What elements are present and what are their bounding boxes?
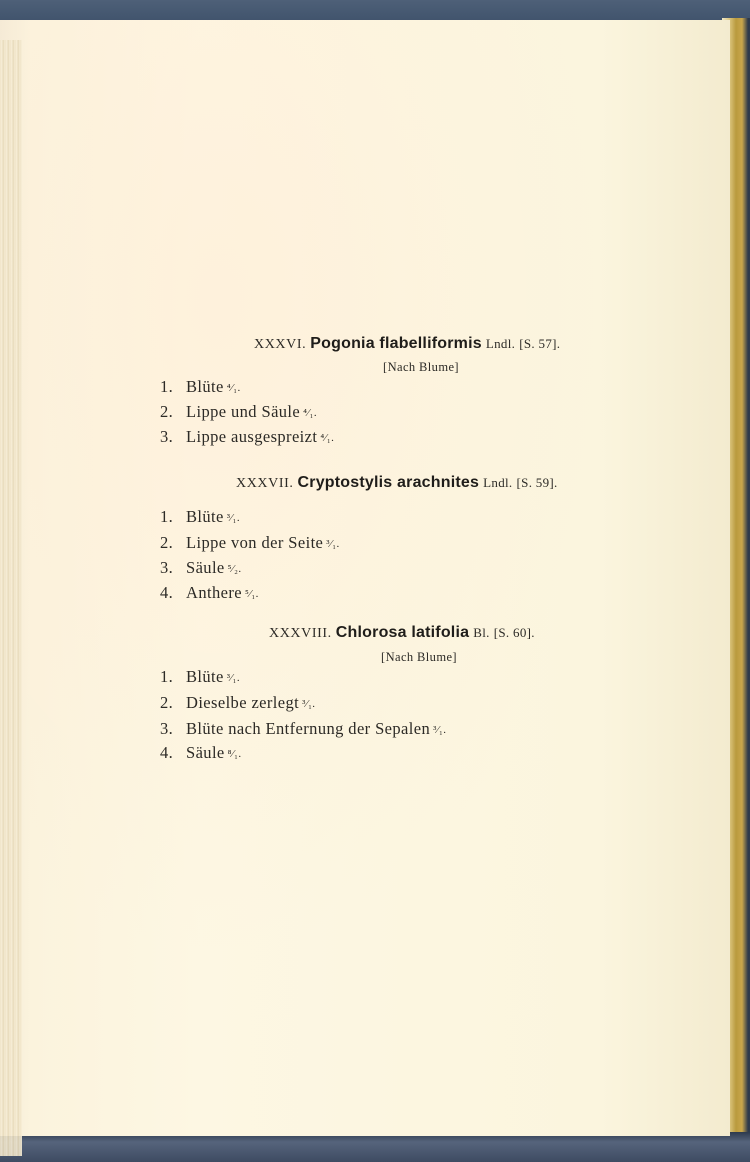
item-number: 4. xyxy=(160,583,174,602)
magnification: ⁴⁄₁. xyxy=(320,432,335,444)
species-name: Chlorosa latifolia xyxy=(335,624,470,641)
item-number: 3. xyxy=(160,427,174,446)
item-number: 3. xyxy=(160,558,174,577)
item-text: Säule xyxy=(186,558,225,577)
section-heading xyxy=(269,624,535,642)
item-text: Dieselbe zerlegt xyxy=(186,693,300,712)
magnification: ⁵⁄₁. xyxy=(244,588,259,600)
list-item xyxy=(160,693,315,713)
source-note: [Nach Blume] xyxy=(381,650,457,664)
item-number: 4. xyxy=(160,743,174,762)
list-item xyxy=(160,667,240,687)
item-number: 1. xyxy=(160,507,174,526)
list-item xyxy=(160,719,446,739)
species-author: Bl. xyxy=(473,625,490,640)
section-heading xyxy=(254,335,560,353)
magnification: ³⁄₁. xyxy=(226,672,241,684)
item-number: 2. xyxy=(160,693,174,712)
page-reference: [S. 59]. xyxy=(516,475,558,490)
item-text: Säule xyxy=(186,743,225,762)
item-text: Blüte xyxy=(186,377,224,396)
list-item xyxy=(160,402,317,422)
list-item xyxy=(160,583,259,603)
item-text: Blüte xyxy=(186,507,224,526)
list-item xyxy=(160,507,240,527)
page-reference: [S. 57]. xyxy=(519,336,561,351)
list-item xyxy=(160,533,340,553)
list-item xyxy=(160,743,242,763)
species-author: Lndl. xyxy=(483,475,513,490)
item-text: Blüte nach Entfernung der Sepalen xyxy=(186,719,431,738)
magnification: ⁴⁄₁. xyxy=(226,382,241,394)
item-text: Lippe und Säule xyxy=(186,402,301,421)
magnification: ³⁄₁. xyxy=(326,538,340,550)
section-heading xyxy=(236,474,558,492)
magnification: ³⁄₁. xyxy=(302,698,316,710)
magnification: ³⁄₁. xyxy=(433,724,447,736)
page-reference: [S. 60]. xyxy=(493,625,535,640)
item-number: 1. xyxy=(160,377,174,396)
item-number: 1. xyxy=(160,667,174,686)
item-text: Blüte xyxy=(186,667,224,686)
magnification: ⁸⁄₁. xyxy=(227,748,242,760)
book-cover-edge xyxy=(0,1132,750,1162)
list-item xyxy=(160,558,242,578)
species-name: Cryptostylis arachnites xyxy=(297,474,480,491)
magnification: ⁵⁄₂. xyxy=(227,563,242,575)
item-text: Anthere xyxy=(186,583,242,602)
source-note: [Nach Blume] xyxy=(383,360,459,374)
plate-legend xyxy=(0,20,730,1136)
section-numeral: XXXVII. xyxy=(236,476,294,491)
item-number: 3. xyxy=(160,719,174,738)
magnification: ³⁄₁. xyxy=(226,512,241,524)
list-item xyxy=(160,427,334,447)
section-numeral: XXXVI. xyxy=(254,337,307,352)
section-numeral: XXXVIII. xyxy=(269,626,332,641)
species-name: Pogonia flabelliformis xyxy=(310,335,482,352)
list-item xyxy=(160,377,241,397)
magnification: ⁴⁄₁. xyxy=(303,407,318,419)
page-paper xyxy=(0,20,730,1136)
item-number: 2. xyxy=(160,533,174,552)
item-text: Lippe von der Seite xyxy=(186,533,324,552)
item-text: Lippe ausgespreizt xyxy=(186,427,318,446)
item-number: 2. xyxy=(160,402,174,421)
species-author: Lndl. xyxy=(485,336,516,351)
